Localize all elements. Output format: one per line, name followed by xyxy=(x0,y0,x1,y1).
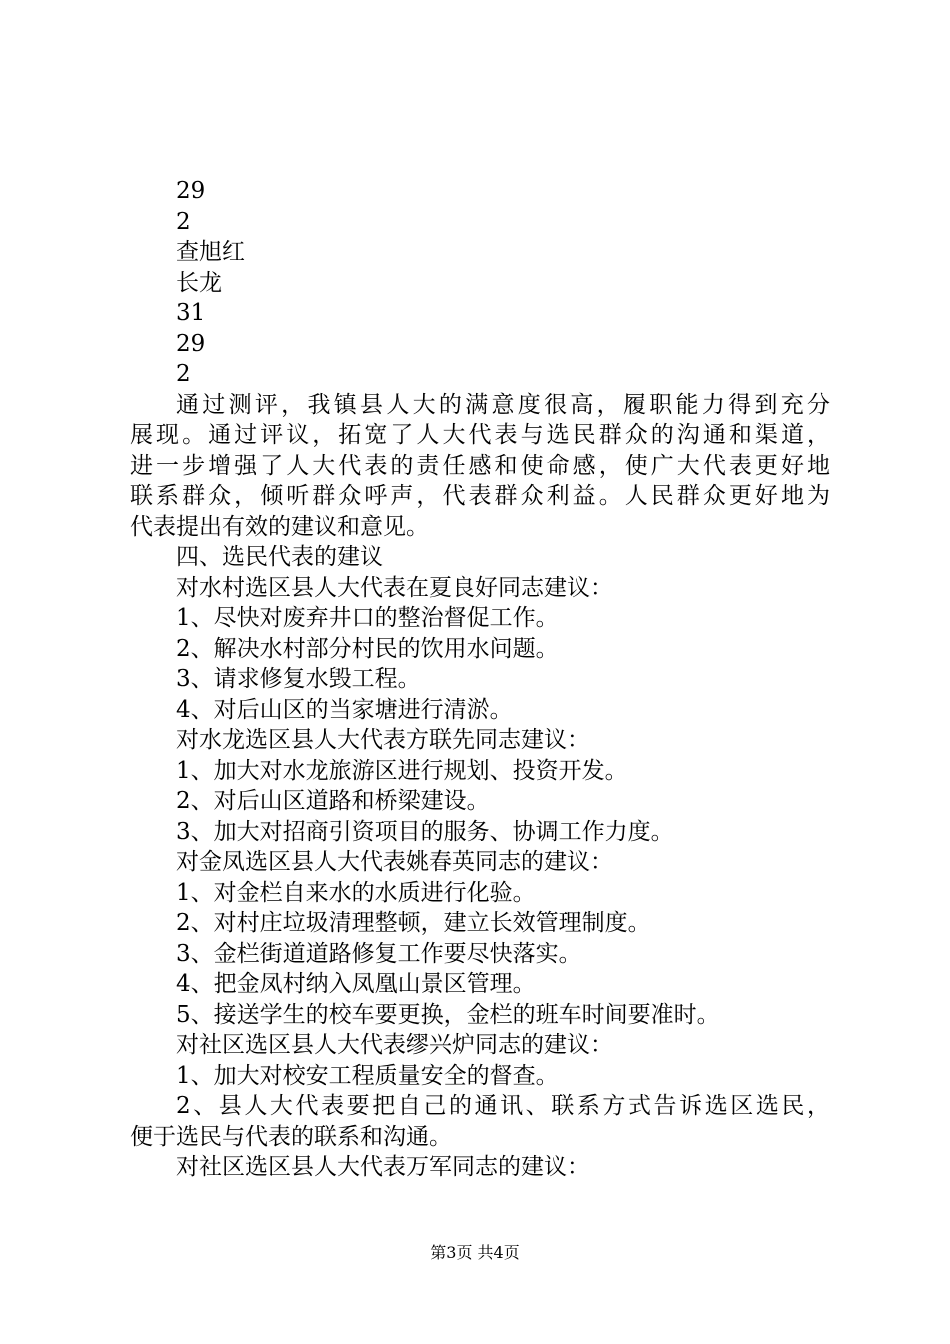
list-item: 3、加大对招商引资项目的服务、协调工作力度。 xyxy=(176,818,674,845)
table-cell: 2 xyxy=(176,208,191,235)
list-item: 5、接送学生的校车要更换，金栏的班车时间要准时。 xyxy=(176,1001,720,1028)
summary-line: 代表提出有效的建议和意见。 xyxy=(130,513,429,540)
group-title: 对社区选区县人大代表万军同志的建议： xyxy=(176,1154,590,1180)
list-item: 1、尽快对废弃井口的整治督促工作。 xyxy=(176,605,559,631)
list-item: 1、对金栏自来水的水质进行化验。 xyxy=(176,879,536,906)
page-footer: 第3页 共4页 xyxy=(430,1243,520,1262)
table-cell: 29 xyxy=(176,330,206,357)
summary-line: 展现。通过评议，拓宽了人大代表与选民群众的沟通和渠道， xyxy=(130,422,830,448)
group-title: 对水龙选区县人大代表方联先同志建议： xyxy=(176,727,590,753)
list-item: 3、金栏街道道路修复工作要尽快落实。 xyxy=(176,940,582,967)
group-title: 对水村选区县人大代表在夏良好同志建议： xyxy=(176,574,613,601)
table-cell: 2 xyxy=(176,361,191,387)
summary-line: 通过测评，我镇县人大的满意度很高，履职能力得到充分 xyxy=(176,391,830,418)
list-item: 1、加大对水龙旅游区进行规划、投资开发。 xyxy=(176,757,628,784)
summary-line: 联系群众，倾听群众呼声，代表群众利益。人民群众更好地为 xyxy=(130,483,830,509)
table-cell: 查旭红 xyxy=(176,239,245,265)
table-cell: 长龙 xyxy=(176,269,222,296)
list-item: 2、对村庄垃圾清理整顿，建立长效管理制度。 xyxy=(176,910,651,936)
list-item-continuation: 便于选民与代表的联系和沟通。 xyxy=(130,1123,452,1150)
list-item: 2、县人大代表要把自己的通讯、联系方式告诉选区选民， xyxy=(176,1093,830,1119)
list-item: 3、请求修复水毁工程。 xyxy=(176,666,421,692)
group-title: 对金凤选区县人大代表姚春英同志的建议： xyxy=(176,849,613,875)
table-cell: 31 xyxy=(176,300,206,326)
list-item: 4、把金凤村纳入凤凰山景区管理。 xyxy=(176,971,536,997)
list-item: 1、加大对校安工程质量安全的督查。 xyxy=(176,1062,559,1089)
section-heading: 四、选民代表的建议 xyxy=(176,544,383,570)
table-cell: 29 xyxy=(176,178,206,204)
group-title: 对社区选区县人大代表缪兴炉同志的建议： xyxy=(176,1032,613,1058)
page-content xyxy=(130,176,830,1183)
list-item: 2、对后山区道路和桥梁建设。 xyxy=(176,788,490,814)
summary-line: 进一步增强了人大代表的责任感和使命感，使广大代表更好地 xyxy=(130,452,830,479)
list-item: 4、对后山区的当家塘进行清淤。 xyxy=(176,696,513,723)
list-item: 2、解决水村部分村民的饮用水问题。 xyxy=(176,635,559,662)
